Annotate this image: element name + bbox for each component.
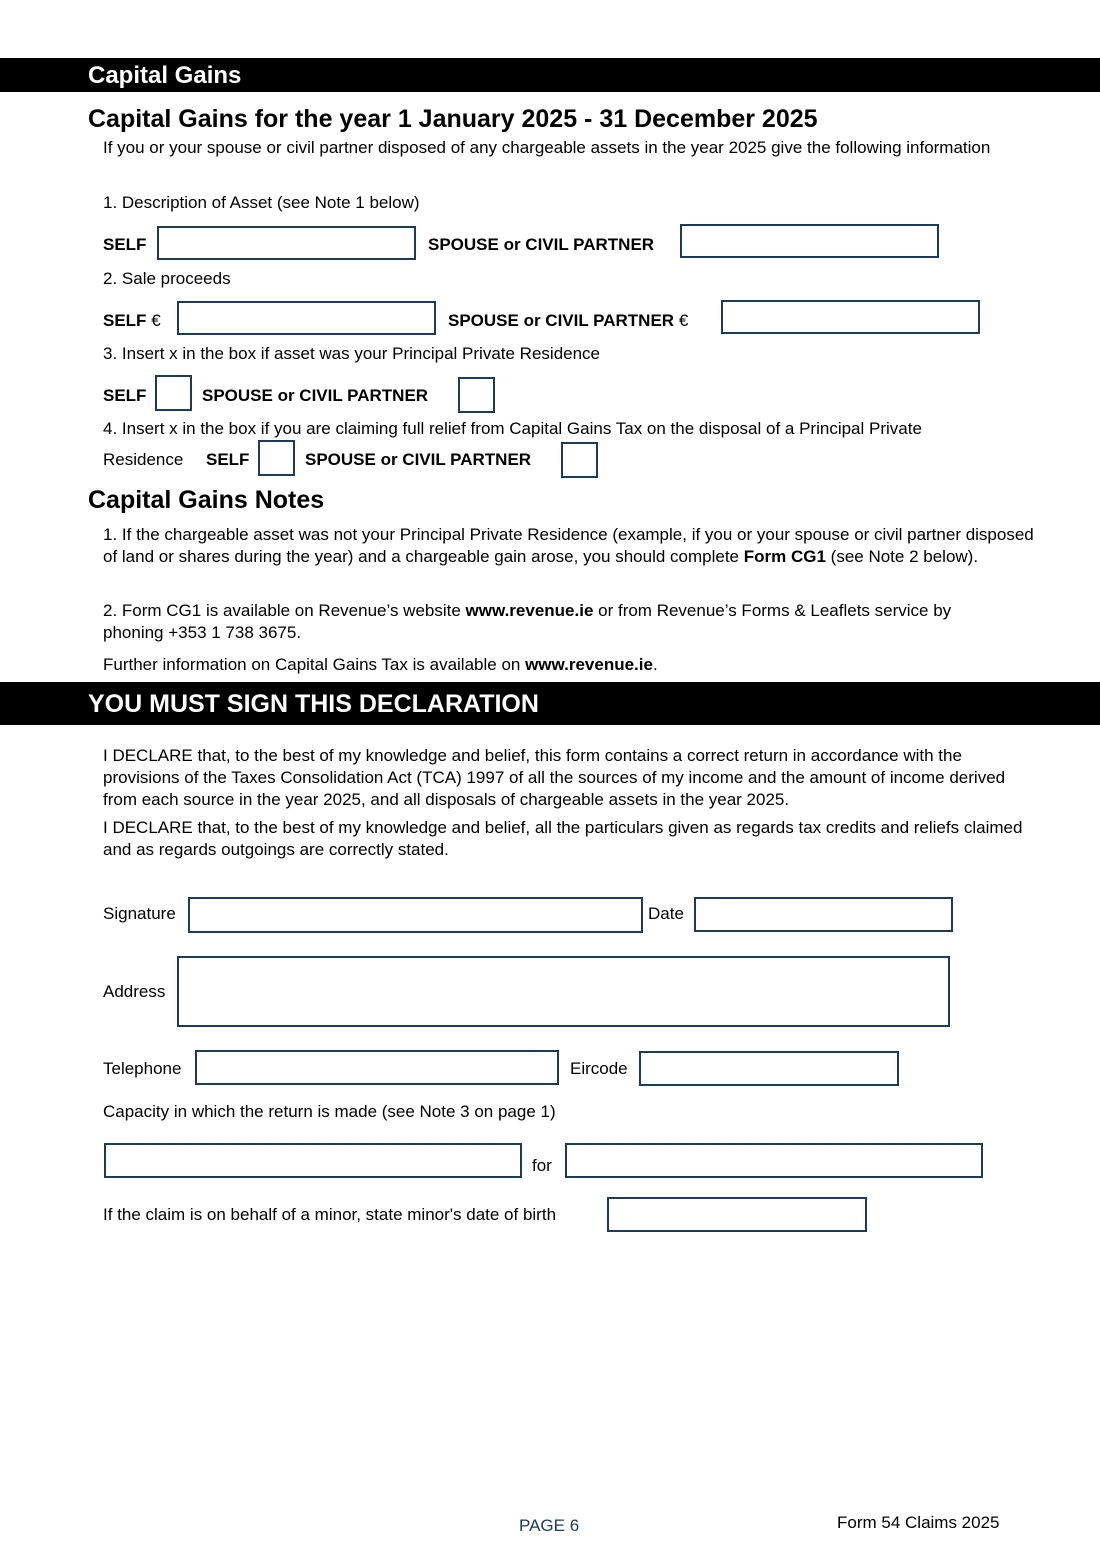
q4-self-checkbox[interactable] <box>258 440 295 476</box>
q4-label-cont: Residence <box>103 450 184 469</box>
telephone-input[interactable] <box>195 1050 559 1085</box>
declaration-para-2: I DECLARE that, to the best of my knowledge and belief, all the particulars given as regards tax credits and reliefs claimed and as regards outgoings are correctly stated. <box>103 818 1023 859</box>
eircode-label: Eircode <box>570 1059 628 1078</box>
q1-spouse-input[interactable] <box>680 224 939 258</box>
page-number: PAGE 6 <box>519 1516 580 1535</box>
address-label: Address <box>103 982 166 1001</box>
q3-self-checkbox[interactable] <box>155 375 192 411</box>
q2-spouse-label-wrap <box>448 310 688 332</box>
note-2-link[interactable]: www.revenue.ie <box>465 601 594 620</box>
note-3-link[interactable]: www.revenue.ie <box>525 655 653 674</box>
q2-self-label-wrap <box>103 310 161 332</box>
note-3 <box>103 654 658 676</box>
q2-label: 2. Sale proceeds <box>103 269 231 288</box>
q1-spouse-label: SPOUSE or CIVIL PARTNER <box>428 235 655 254</box>
q1-self-input[interactable] <box>157 226 416 260</box>
q3-spouse-checkbox[interactable] <box>458 377 495 413</box>
q1-self-label: SELF <box>103 235 147 254</box>
minor-dob-input[interactable] <box>607 1197 867 1232</box>
note-2-text: 2. Form CG1 is available on Revenue’s website <box>103 601 466 620</box>
declaration-header-title: YOU MUST SIGN THIS DECLARATION <box>88 690 539 718</box>
section-header-title: Capital Gains <box>88 62 242 89</box>
note-1 <box>103 524 1038 568</box>
section-header-bar <box>0 58 1100 92</box>
q4-spouse-checkbox[interactable] <box>561 442 598 478</box>
note-1-text: 1. If the chargeable asset was not your Principal Private Residence (example, if you or your spouse or civil partner disposed of land or shares during the year) and a chargeable gain arose, you should complete <box>103 525 1034 566</box>
date-label: Date <box>648 904 684 923</box>
date-input[interactable] <box>694 897 953 932</box>
q4-spouse-label: SPOUSE or CIVIL PARTNER <box>305 450 532 469</box>
q2-spouse-label: SPOUSE or CIVIL PARTNER <box>448 311 675 330</box>
form-name: Form 54 Claims 2025 <box>837 1513 1000 1532</box>
capacity-input[interactable] <box>104 1143 522 1178</box>
q1-label: 1. Description of Asset (see Note 1 below) <box>103 193 420 212</box>
note-2 <box>103 600 1013 644</box>
q3-label: 3. Insert x in the box if asset was your Principal Private Residence <box>103 344 601 363</box>
q2-self-input[interactable] <box>177 301 436 335</box>
intro-text: If you or your spouse or civil partner disposed of any chargeable assets in the year 2025 give the following information <box>103 138 991 157</box>
q3-spouse-label: SPOUSE or CIVIL PARTNER <box>202 386 429 405</box>
for-label: for <box>532 1156 552 1175</box>
for-input[interactable] <box>565 1143 983 1178</box>
telephone-label: Telephone <box>103 1059 182 1078</box>
note-2-text-end: or from Revenue’s Forms & Leaflets service by phoning +353 1 738 3675. <box>103 601 952 642</box>
capacity-label: Capacity in which the return is made (see Note 3 on page 1) <box>103 1102 556 1121</box>
address-input[interactable] <box>177 956 950 1027</box>
q3-self-label: SELF <box>103 386 147 405</box>
q2-self-currency: € <box>151 311 161 330</box>
q4-self-label: SELF <box>206 450 250 469</box>
note-3-text: Further information on Capital Gains Tax is available on <box>103 655 526 674</box>
q2-self-label: SELF <box>103 311 147 330</box>
declaration-para-1: I DECLARE that, to the best of my knowledge and belief, this form contains a correct return in accordance with the provisions of the Taxes Consolidation Act (TCA) 1997 of all the sources of my income and the amount of income derived from each source in the year 2025, and all disposals of chargeable assets in the year 2025. <box>103 746 1006 809</box>
note-1-text-end: (see Note 2 below). <box>825 547 979 566</box>
note-3-text-end: . <box>652 655 658 674</box>
note-1-form: Form CG1 <box>743 547 826 566</box>
q2-spouse-input[interactable] <box>721 300 980 334</box>
q4-label: 4. Insert x in the box if you are claiming full relief from Capital Gains Tax on the disposal of a Principal Private <box>103 419 922 438</box>
minor-dob-label: If the claim is on behalf of a minor, state minor's date of birth <box>103 1205 557 1224</box>
signature-input[interactable] <box>188 897 643 933</box>
page-heading: Capital Gains for the year 1 January 2025 - 31 December 2025 <box>88 105 818 133</box>
q2-spouse-currency: € <box>678 311 689 330</box>
notes-heading: Capital Gains Notes <box>88 486 325 514</box>
eircode-input[interactable] <box>639 1051 899 1086</box>
declaration-header-bar <box>0 682 1100 725</box>
signature-label: Signature <box>103 904 176 923</box>
